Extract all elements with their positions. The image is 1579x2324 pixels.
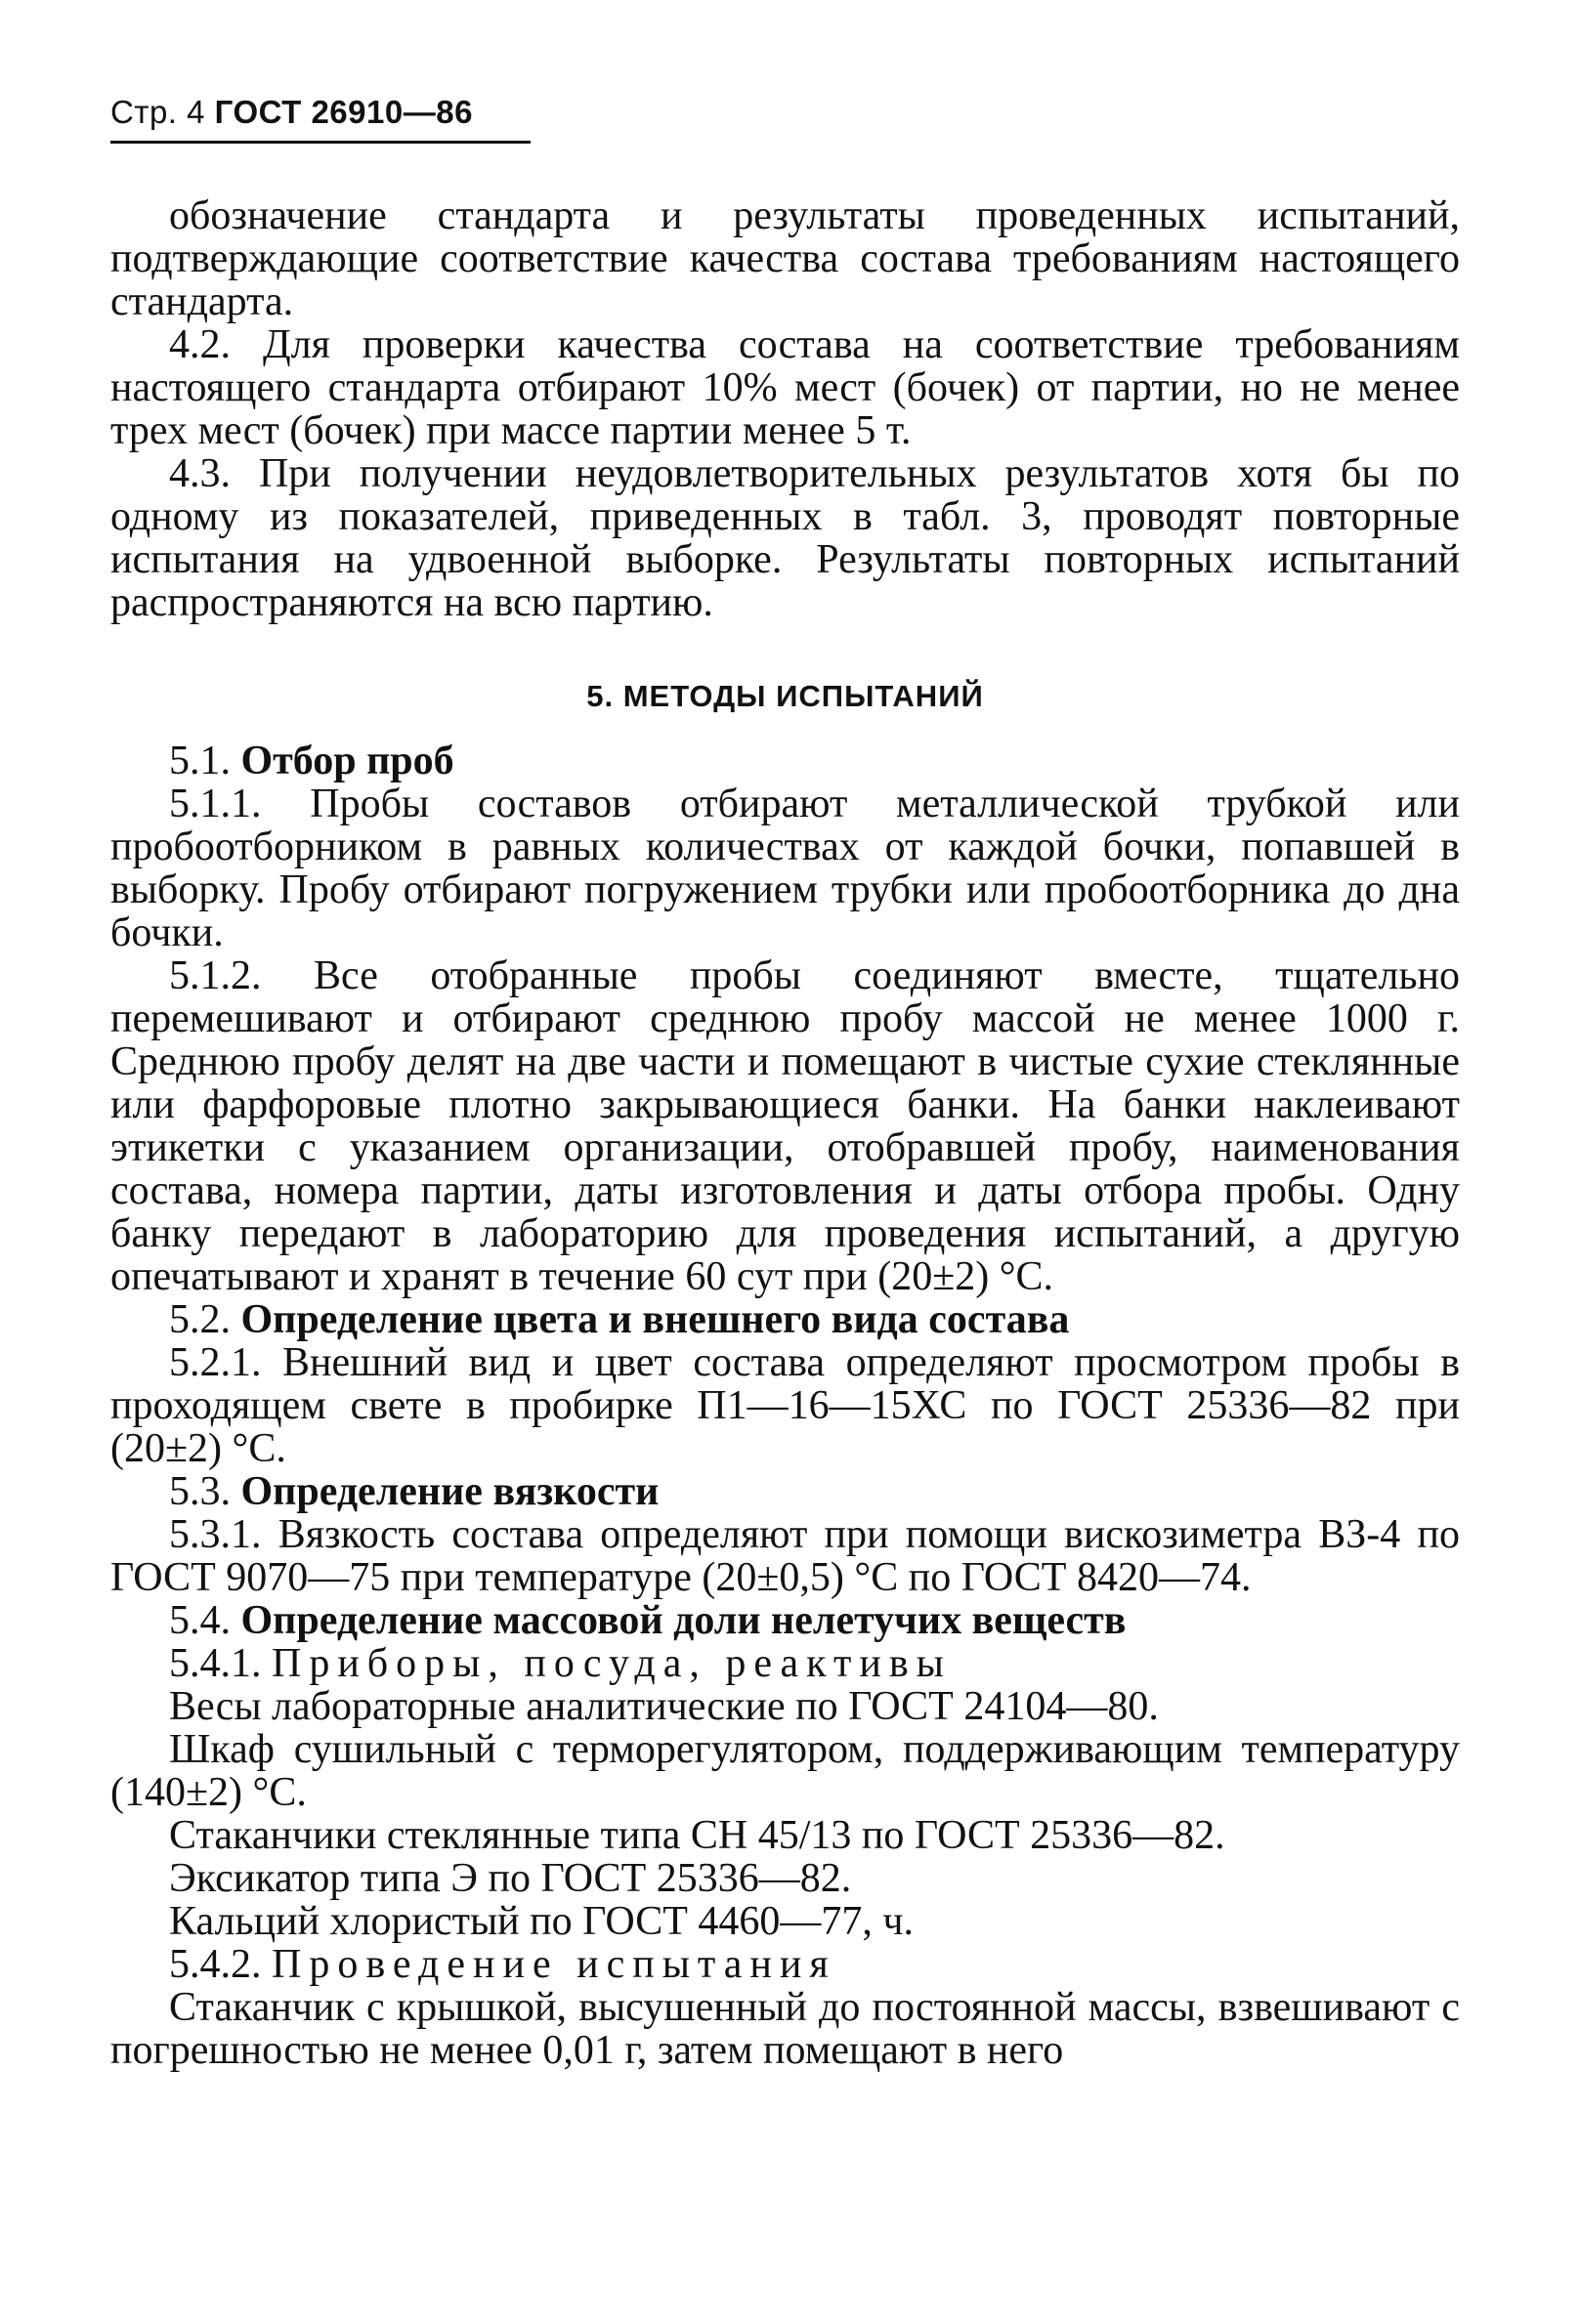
paragraph-4-2: 4.2. Для проверки качества состава на соответствие требованиям настоящего стандарта отбирают 10% мест (бочек) от партии, но не менее трех мест (бочек) при массе партии менее 5 т. <box>110 322 1460 453</box>
heading-number: 5.4.1. <box>169 1641 262 1686</box>
paragraph-continued: обозначение стандарта и результаты проведенных испытаний, подтверждающие соответствие качества состава требованиям настоящего стандарта. <box>110 193 1460 324</box>
heading-text: Отбор проб <box>240 739 454 783</box>
list-item: Шкаф сушильный с терморегулятором, поддерживающим температуру (140±2) °С. <box>110 1727 1460 1815</box>
heading-number: 5.4. <box>169 1598 231 1643</box>
paragraph-5-1-1: 5.1.1. Пробы составов отбирают металлической трубкой или пробоотборником в равных количествах от каждой бочки, попавшей в выборку. Пробу отбирают погружением трубки или пробоотборника до дна бочки. <box>110 782 1460 955</box>
heading-text: Проведение испытания <box>272 1942 836 1987</box>
section-title: 5. МЕТОДЫ ИСПЫТАНИЙ <box>586 679 984 713</box>
heading-text: Определение массовой доли нелетучих веществ <box>240 1598 1127 1643</box>
standard-number: ГОСТ 26910—86 <box>214 94 473 130</box>
heading-text: Определение вязкости <box>240 1469 660 1514</box>
heading-number: 5.1. <box>169 739 231 783</box>
list-item: Стаканчики стеклянные типа СН 45/13 по ГОСТ 25336—82. <box>169 1813 1225 1858</box>
heading-text: Определение цвета и внешнего вида состава <box>240 1297 1070 1342</box>
list-item: Кальций хлористый по ГОСТ 4460—77, ч. <box>169 1899 914 1944</box>
heading-5-4-1 <box>110 1642 1460 1685</box>
heading-number: 5.4.2. <box>169 1942 262 1987</box>
header-rule <box>110 141 531 144</box>
heading-5-4-2 <box>110 1943 1460 1986</box>
heading-5-1 <box>110 739 1460 782</box>
heading-5-2 <box>110 1298 1460 1341</box>
paragraph-5-1-2: 5.1.2. Все отобранные пробы соединяют вместе, тщательно перемешивают и отбирают среднюю пробу массой не менее 1000 г. Среднюю пробу делят на две части и помещают в чистые сухие стеклянные или фарфоровые плотно закрывающиеся банки. На банки наклеивают этикетки с указанием организации, отобравшей пробу, наименования состава, номера партии, даты изготовления и даты отбора пробы. Одну банку передают в лабораторию для проведения испытаний, а другую опечатывают и хранят в течение 60 сут при (20±2) °С. <box>110 953 1460 1299</box>
paragraph-4-3: 4.3. При получении неудовлетворительных результатов хотя бы по одному из показателей, приведенных в табл. 3, проводят повторные испытания на удвоенной выборке. Результаты повторных испытаний распространяются на всю партию. <box>110 451 1460 625</box>
page-label: Стр. 4 <box>110 94 205 130</box>
heading-text: Приборы, посуда, реактивы <box>272 1641 952 1686</box>
heading-number: 5.3. <box>169 1469 231 1514</box>
document-body <box>110 194 1460 2072</box>
running-header <box>110 94 1460 131</box>
heading-number: 5.2. <box>169 1297 231 1342</box>
paragraph-5-2-1: 5.2.1. Внешний вид и цвет состава определяют просмотром пробы в проходящем свете в пробирке П1—16—15ХС по ГОСТ 25336—82 при (20±2) °С. <box>110 1340 1460 1471</box>
heading-5-4 <box>110 1599 1460 1642</box>
list-item: Эксикатор типа Э по ГОСТ 25336—82. <box>169 1856 852 1901</box>
paragraph-5-3-1: 5.3.1. Вязкость состава определяют при помощи вискозиметра ВЗ-4 по ГОСТ 9070—75 при температуре (20±0,5) °С по ГОСТ 8420—74. <box>110 1512 1460 1600</box>
heading-5-3 <box>110 1470 1460 1513</box>
paragraph-5-4-2: Стаканчик с крышкой, высушенный до постоянной массы, взвешивают с погрешностью не менее 0,01 г, затем помещают в него <box>110 1985 1460 2073</box>
list-item: Весы лабораторные аналитические по ГОСТ 24104—80. <box>169 1684 1159 1729</box>
